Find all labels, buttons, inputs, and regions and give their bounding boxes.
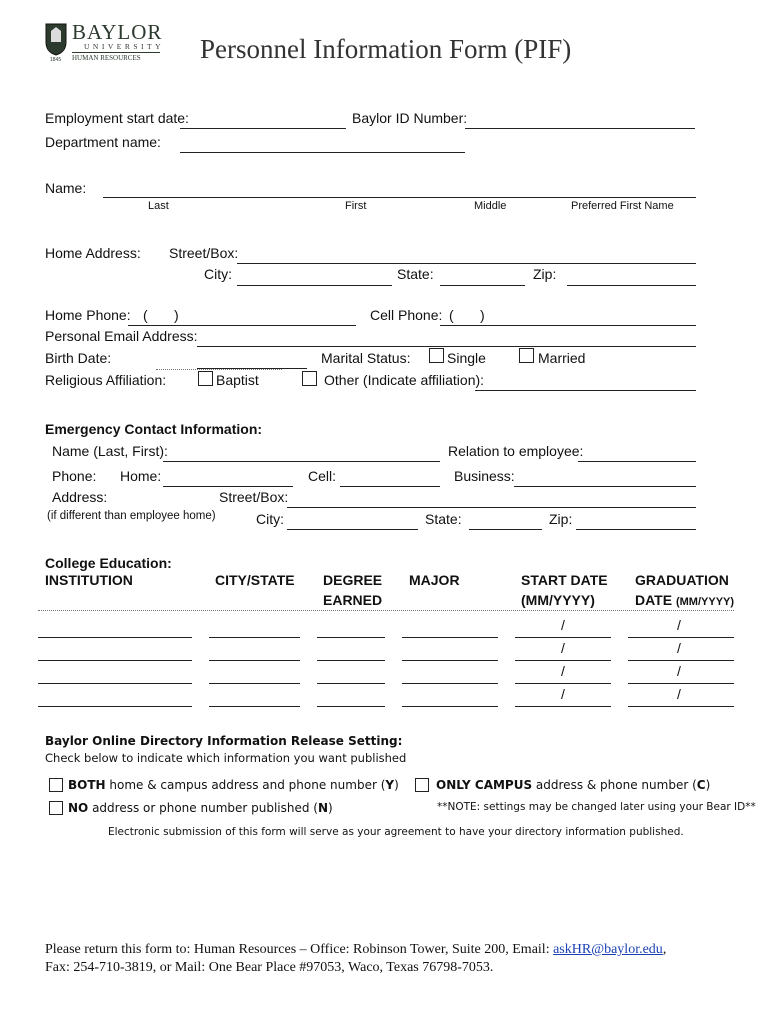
education-degree-field[interactable] [317,637,385,638]
married-checkbox[interactable] [519,348,534,363]
page-title: Personnel Information Form (PIF) [200,34,572,64]
single-label: Single [447,350,486,366]
cell-phone-label: Cell Phone: [370,307,443,323]
religious-affiliation-label: Religious Affiliation: [45,372,167,388]
emergency-state-label: State: [425,511,462,527]
education-degree-field[interactable] [317,660,385,661]
col-city-state: CITY/STATE [215,572,295,588]
both-option-checkbox[interactable] [49,778,63,792]
department-name-field[interactable] [180,152,465,153]
education-degree-field[interactable] [317,683,385,684]
education-institution-field[interactable] [38,683,192,684]
education-start-slash: / [561,663,565,679]
name-part-preferred: Preferred First Name [571,200,674,212]
both-option-code: Y [385,778,395,792]
education-start-slash: / [561,640,565,656]
emergency-cell-label: Cell: [308,468,337,484]
no-option-checkbox[interactable] [49,801,63,815]
col-degree-2: EARNED [323,592,383,608]
home-phone-paren-open: ( [143,307,148,323]
religious-affiliation-dotted [156,369,282,370]
education-institution-field[interactable] [38,637,192,638]
college-education-heading: College Education: [45,555,172,571]
col-start-1: START DATE [521,572,608,588]
both-option-text: home & campus address and phone number ( [105,778,386,792]
emergency-zip-field[interactable] [576,529,696,530]
zip-label: Zip: [533,266,557,282]
education-grad-slash: / [677,686,681,702]
home-phone-paren-close: ) [174,307,179,323]
education-major-field[interactable] [402,637,498,638]
only-campus-bold: ONLY CAMPUS [436,778,533,792]
education-institution-field[interactable] [38,706,192,707]
education-start-date-field[interactable] [515,660,611,661]
footer-email-link[interactable]: askHR@baylor.edu [553,942,663,957]
education-start-date-field[interactable] [515,637,611,638]
both-option-label [68,778,399,792]
baylor-id-field[interactable] [465,128,695,129]
no-option-label [68,801,333,815]
personal-email-field[interactable] [197,346,696,347]
street-box-label: Street/Box: [169,245,239,261]
emergency-state-field[interactable] [469,529,542,530]
other-affiliation-checkbox[interactable] [302,371,317,386]
education-start-date-field[interactable] [515,683,611,684]
footer-return-text: Please return this form to: Human Resources – Office: Robinson Tower, Suite 200, Email: [45,942,554,957]
logo-year: 1845 [50,57,62,63]
emergency-business-field[interactable] [514,486,696,487]
logo-university: BAYLOR [72,20,163,44]
education-grad-date-field[interactable] [628,683,734,684]
home-address-label: Home Address: [45,245,141,261]
education-major-field[interactable] [402,683,498,684]
footer-comma: , [662,942,667,957]
agreement-note: Electronic submission of this form will serve as your agreement to have your directory information published. [108,826,684,838]
name-part-last: Last [148,200,169,212]
education-start-date-field[interactable] [515,706,611,707]
baptist-checkbox[interactable] [198,371,213,386]
baylor-id-label: Baylor ID Number: [352,110,468,126]
col-grad-format: (MM/YYYY) [675,596,735,608]
both-option-bold: BOTH [68,778,106,792]
emergency-name-field[interactable] [163,461,440,462]
only-campus-code: C [696,778,706,792]
state-label: State: [397,266,434,282]
no-option-text: address or phone number published ( [88,801,318,815]
street-box-field[interactable] [237,263,696,264]
emergency-home-label: Home: [120,468,162,484]
education-header-divider [38,610,734,611]
single-checkbox[interactable] [429,348,444,363]
col-degree-1: DEGREE [323,572,383,588]
directory-instruction: Check below to indicate which information you want published [45,751,407,765]
footer-line-1 [45,942,666,958]
emergency-street-field[interactable] [287,507,696,508]
baptist-label: Baptist [216,372,259,388]
logo-department: HUMAN RESOURCES [72,54,141,62]
education-major-field[interactable] [402,706,498,707]
education-start-slash: / [561,617,565,633]
department-name-label: Department name: [45,134,161,150]
education-grad-slash: / [677,617,681,633]
emergency-zip-label: Zip: [549,511,573,527]
col-major: MAJOR [409,572,460,588]
education-institution-field[interactable] [38,660,192,661]
education-degree-field[interactable] [317,706,385,707]
education-city-state-field[interactable] [209,637,300,638]
education-start-slash: / [561,686,565,702]
col-grad-2-text: DATE [635,592,673,608]
footer-line-2: Fax: 254-710-3819, or Mail: One Bear Place #97053, Waco, Texas 76798-7053. [45,960,494,975]
city-field[interactable] [237,285,392,286]
no-option-close: ) [328,801,333,815]
emergency-home-field[interactable] [163,486,293,487]
bear-id-note: **NOTE: settings may be changed later using your Bear ID** [437,801,756,813]
emergency-city-label: City: [256,511,284,527]
emergency-address-label: Address: [52,489,108,505]
only-campus-close: ) [705,778,711,792]
col-grad-1: GRADUATION [635,572,729,588]
education-city-state-field[interactable] [209,683,300,684]
name-field[interactable] [103,197,696,198]
name-part-first: First [345,200,367,212]
education-grad-slash: / [677,663,681,679]
logo-divider [72,52,160,53]
education-grad-date-field[interactable] [628,706,734,707]
baylor-seal-icon [44,22,68,56]
education-grad-date-field[interactable] [628,660,734,661]
home-phone-field[interactable] [128,325,356,326]
relation-label: Relation to employee: [448,443,584,459]
emergency-contact-heading: Emergency Contact Information: [45,421,263,437]
marital-status-label: Marital Status: [321,350,411,366]
education-major-field[interactable] [402,660,498,661]
emergency-phone-label: Phone: [52,468,97,484]
education-grad-date-field[interactable] [628,637,734,638]
only-campus-checkbox[interactable] [415,778,429,792]
emergency-cell-field[interactable] [340,486,440,487]
both-option-close: ) [394,778,399,792]
directory-heading: Baylor Online Directory Information Release Setting: [45,734,403,748]
state-field[interactable] [440,285,525,286]
col-institution: INSTITUTION [45,572,133,588]
other-affiliation-field[interactable] [475,390,696,391]
emergency-street-label: Street/Box: [219,489,289,505]
zip-field[interactable] [567,285,696,286]
cell-phone-paren-close: ) [480,307,485,323]
baylor-logo [44,20,162,64]
education-grad-slash: / [677,640,681,656]
employment-start-date-label: Employment start date: [45,110,189,126]
cell-phone-paren-open: ( [449,307,454,323]
cell-phone-field[interactable] [440,325,696,326]
education-city-state-field[interactable] [209,660,300,661]
name-label: Name: [45,180,87,196]
other-affiliation-label: Other (Indicate affiliation): [324,372,485,388]
logo-subtitle: UNIVERSITY [84,42,164,51]
home-phone-label: Home Phone: [45,307,131,323]
married-label: Married [538,350,586,366]
personal-email-label: Personal Email Address: [45,328,198,344]
no-option-bold: NO [68,801,89,815]
col-start-2: (MM/YYYY) [521,592,595,608]
only-campus-text: address & phone number ( [532,778,697,792]
birth-date-label: Birth Date: [45,350,112,366]
emergency-business-label: Business: [454,468,515,484]
emergency-city-field[interactable] [287,529,418,530]
name-part-middle: Middle [474,200,507,212]
no-option-code: N [318,801,329,815]
relation-field[interactable] [578,461,696,462]
employment-start-date-field[interactable] [180,128,346,129]
only-campus-label [436,778,710,792]
emergency-name-label: Name (Last, First): [52,443,168,459]
city-label: City: [204,266,232,282]
education-city-state-field[interactable] [209,706,300,707]
emergency-address-note: (if different than employee home) [47,510,216,522]
